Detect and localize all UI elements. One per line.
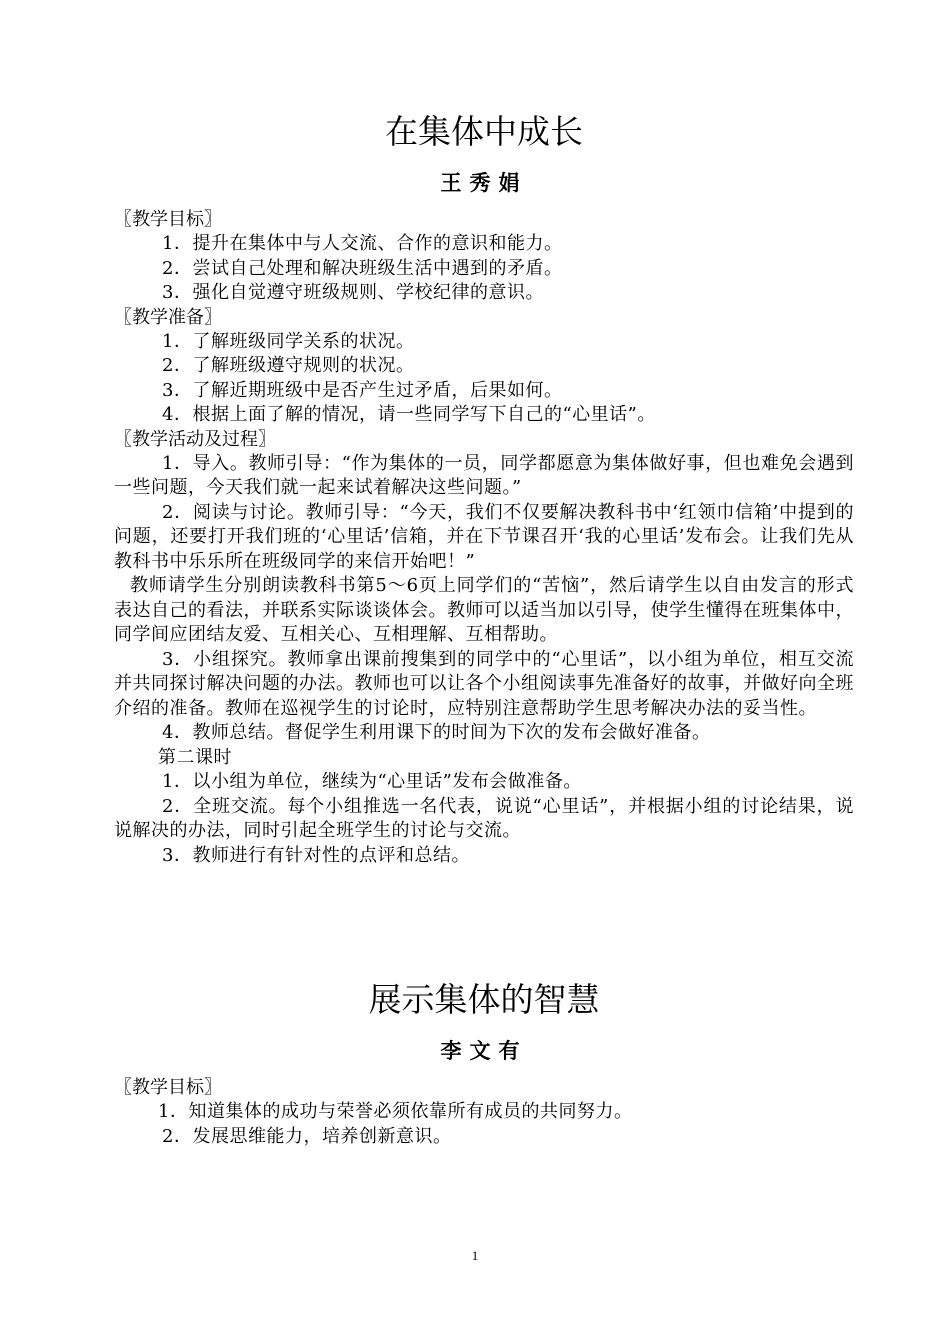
lesson1-second-class-heading: 第二课时 xyxy=(158,746,232,768)
lesson1-second-item: 1．以小组为单位，继续为“心里话”发布会做准备。 xyxy=(162,771,582,792)
lesson1-goal-item: 1．提升在集体中与人交流、合作的意识和能力。 xyxy=(162,233,563,254)
lesson1-title: 在集体中成长 xyxy=(385,112,583,151)
lesson1-goal-item: 2．尝试自己处理和解决班级生活中遇到的矛盾。 xyxy=(162,257,563,279)
lesson2-goals-heading: 〖教学目标〗 xyxy=(114,1077,222,1098)
page-number: 1 xyxy=(471,1248,479,1263)
lesson1-prep-item: 1．了解班级同学关系的状况。 xyxy=(162,330,415,352)
lesson1-prep-heading: 〖教学准备〗 xyxy=(114,306,222,328)
lesson1-process-step: 1．导入。教师引导：“作为集体的一员，同学都愿意为集体做好事，但也难免会遇到一些问题，今天我们就一起来试着解决这些问题。” xyxy=(114,452,854,498)
lesson1-second-item: 2．全班交流。每个小组推选一名代表，说说“心里话”，并根据小组的讨论结果，说说解决的办法，同时引起全班学生的讨论与交流。 xyxy=(114,795,854,841)
lesson1-prep-item: 4．根据上面了解的情况，请一些同学写下自己的“心里话”。 xyxy=(162,404,656,425)
lesson1-process-step: 2．阅读与讨论。教师引导：“今天，我们不仅要解决教科书中‘红领巾信箱’中提到的问题，还要打开我们班的‘心里话’信箱，并在下节课召开‘我的心里话’发布会。让我们先从教科书中乐乐所在班级同学的来信开始吧！” xyxy=(114,501,854,572)
lesson1-prep-item: 3．了解近期班级中是否产生过矛盾，后果如何。 xyxy=(162,379,563,401)
lesson1-prep-item: 2．了解班级遵守规则的状况。 xyxy=(162,355,415,376)
lesson1-second-item: 3．教师进行有针对性的点评和总结。 xyxy=(162,844,470,866)
lesson1-process-step: 3．小组探究。教师拿出课前搜集到的同学中的“心里话”，以小组为单位，相互交流并共同探讨解决问题的办法。教师也可以让各个小组阅读事先准备好的故事，并做好向全班介绍的准备。教师在巡视学生的讨论时，应特别注意帮助学生思考解决办法的妥当性。 xyxy=(114,648,854,719)
lesson1-author: 王秀娟 xyxy=(440,171,528,195)
lesson1-goals-heading: 〖教学目标〗 xyxy=(114,209,222,230)
lesson2-goal-item: 1．知道集体的成功与荣誉必须依靠所有成员的共同努力。 xyxy=(158,1101,633,1122)
lesson1-process-note: 教师请学生分别朗读教科书第5～6页上同学们的“苦恼”，然后请学生以自由发言的形式表达自己的看法，并联系实际谈谈体会。教师可以适当加以引导，使学生懂得在班集体中，同学间应团结友爱、互相关心、互相理解、互相帮助。 xyxy=(114,575,854,645)
lesson1-process-step: 4．教师总结。督促学生利用课下的时间为下次的发布会做好准备。 xyxy=(162,722,711,743)
lesson1-goal-item: 3．强化自觉遵守班级规则、学校纪律的意识。 xyxy=(162,282,544,303)
lesson2-title: 展示集体的智慧 xyxy=(368,980,600,1019)
lesson1-process-heading: 〖教学活动及过程〗 xyxy=(114,428,276,450)
lesson2-author: 李文有 xyxy=(440,1039,528,1063)
document-page xyxy=(114,110,854,1149)
section-spacer xyxy=(114,868,854,978)
lesson2-goal-item: 2．发展思维能力，培养创新意识。 xyxy=(162,1125,452,1147)
